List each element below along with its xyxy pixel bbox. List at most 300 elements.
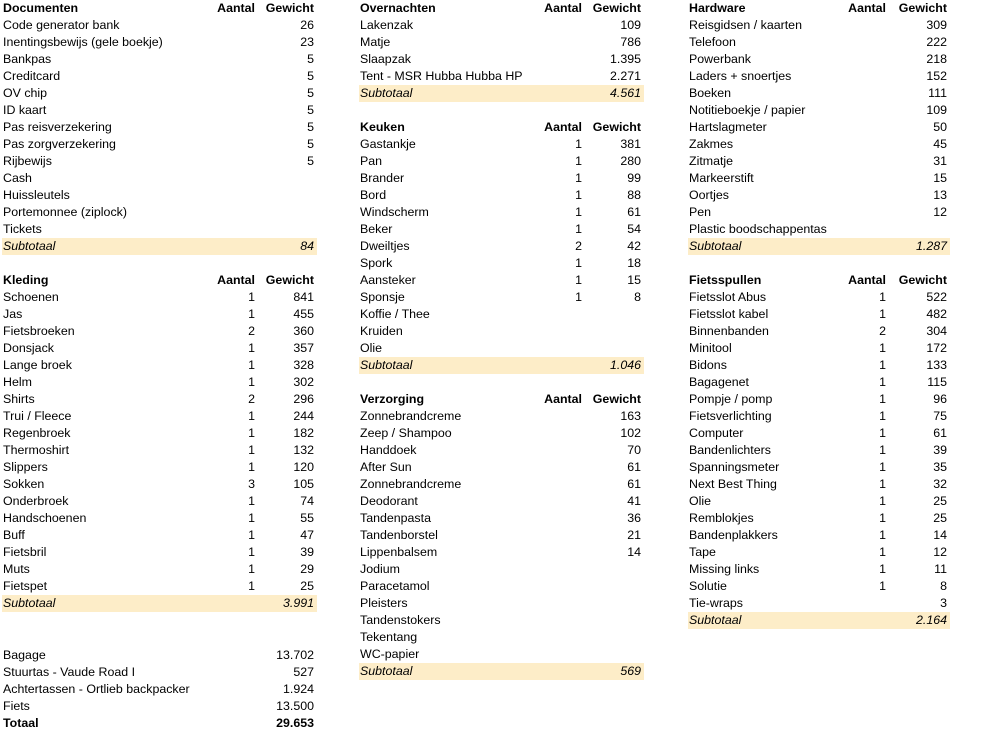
- table-row[interactable]: [688, 459, 950, 476]
- row-quantity: 1: [248, 341, 255, 355]
- row-quantity: 1: [879, 494, 886, 508]
- row-name: Schoenen: [3, 290, 59, 304]
- row-quantity: 1: [879, 511, 886, 525]
- table-row[interactable]: [359, 17, 644, 34]
- subtotal-row[interactable]: [359, 85, 644, 102]
- table-row[interactable]: [688, 578, 950, 595]
- subtotal-value: 1.287: [915, 239, 947, 253]
- table-row[interactable]: [688, 102, 950, 119]
- header-aantal: Aantal: [544, 120, 582, 134]
- section-header: [359, 0, 644, 17]
- table-row[interactable]: [359, 493, 644, 510]
- row-quantity: 2: [575, 239, 582, 253]
- row-name: Olie: [689, 494, 712, 508]
- row-quantity: 1: [879, 409, 886, 423]
- table-row[interactable]: [2, 340, 317, 357]
- table-row[interactable]: [359, 459, 644, 476]
- row-name: Handdoek: [360, 443, 417, 457]
- table-row[interactable]: [359, 272, 644, 289]
- row-quantity: 1: [879, 341, 886, 355]
- row-weight: 45: [933, 137, 947, 151]
- row-weight: 47: [300, 528, 314, 542]
- row-name: Tape: [689, 545, 716, 559]
- row-quantity: 1: [248, 358, 255, 372]
- row-weight: 55: [300, 511, 314, 525]
- table-row[interactable]: [2, 136, 317, 153]
- row-name: Tandenborstel: [360, 528, 438, 542]
- row-weight: 29: [300, 562, 314, 576]
- table-row[interactable]: [2, 476, 317, 493]
- table-row[interactable]: [359, 476, 644, 493]
- row-name: Muts: [3, 562, 30, 576]
- table-row[interactable]: [359, 34, 644, 51]
- header-gewicht: Gewicht: [265, 273, 314, 287]
- row-quantity: 1: [879, 562, 886, 576]
- row-quantity: 1: [248, 562, 255, 576]
- table-row[interactable]: [359, 340, 644, 357]
- row-name: Regenbroek: [3, 426, 71, 440]
- table-row[interactable]: [359, 578, 644, 595]
- row-weight: 5: [307, 137, 314, 151]
- subtotal-value: 569: [620, 664, 641, 678]
- table-row[interactable]: [688, 493, 950, 510]
- row-quantity: 1: [248, 494, 255, 508]
- row-name: Spork: [360, 256, 393, 270]
- table-row[interactable]: [688, 357, 950, 374]
- section-title: Keuken: [360, 120, 405, 134]
- table-row[interactable]: [359, 629, 644, 646]
- table-row[interactable]: [359, 646, 644, 663]
- row-quantity: 1: [248, 307, 255, 321]
- row-name: Beker: [360, 222, 393, 236]
- table-row[interactable]: [688, 391, 950, 408]
- row-name: Computer: [689, 426, 744, 440]
- subtotal-row[interactable]: [2, 238, 317, 255]
- row-name: Zeep / Shampoo: [360, 426, 452, 440]
- row-name: Achtertassen - Ortlieb backpacker: [3, 682, 190, 696]
- row-weight: 14: [933, 528, 947, 542]
- totals-row[interactable]: [2, 664, 317, 681]
- table-row[interactable]: [688, 323, 950, 340]
- row-name: Zakmes: [689, 137, 734, 151]
- table-row[interactable]: [359, 221, 644, 238]
- row-weight: 1.395: [609, 52, 641, 66]
- row-name: Fietsbroeken: [3, 324, 75, 338]
- table-row[interactable]: [688, 425, 950, 442]
- subtotal-value: 84: [300, 239, 314, 253]
- row-name: Bandenlichters: [689, 443, 771, 457]
- row-weight: 21: [627, 528, 641, 542]
- row-weight: 109: [926, 103, 947, 117]
- table-row[interactable]: [2, 391, 317, 408]
- table-row[interactable]: [2, 187, 317, 204]
- header-aantal: Aantal: [217, 1, 255, 15]
- row-name: Jodium: [360, 562, 400, 576]
- table-row[interactable]: [688, 306, 950, 323]
- row-quantity: 1: [575, 137, 582, 151]
- row-weight: 244: [293, 409, 314, 423]
- row-weight: 15: [627, 273, 641, 287]
- table-row[interactable]: [359, 68, 644, 85]
- row-quantity: 1: [248, 426, 255, 440]
- row-name: Pas reisverzekering: [3, 120, 112, 134]
- table-row[interactable]: [359, 51, 644, 68]
- row-quantity: 1: [248, 460, 255, 474]
- row-weight: 39: [933, 443, 947, 457]
- table-hardware: [688, 0, 950, 255]
- table-totals: [2, 647, 317, 732]
- table-row[interactable]: [359, 527, 644, 544]
- row-quantity: 2: [879, 324, 886, 338]
- header-gewicht: Gewicht: [898, 1, 947, 15]
- table-row[interactable]: [2, 544, 317, 561]
- table-row[interactable]: [688, 34, 950, 51]
- row-name: Tie-wraps: [689, 596, 743, 610]
- row-weight: 88: [627, 188, 641, 202]
- row-quantity: 1: [879, 375, 886, 389]
- row-name: Tandenpasta: [360, 511, 431, 525]
- table-row[interactable]: [359, 595, 644, 612]
- row-quantity: 1: [879, 460, 886, 474]
- row-weight: 13.702: [276, 648, 314, 662]
- row-name: Bagage: [3, 648, 46, 662]
- row-weight: 61: [627, 477, 641, 491]
- header-gewicht: Gewicht: [898, 273, 947, 287]
- row-weight: 172: [926, 341, 947, 355]
- row-weight: 102: [620, 426, 641, 440]
- row-weight: 357: [293, 341, 314, 355]
- row-weight: 75: [933, 409, 947, 423]
- row-name: Sponsje: [360, 290, 405, 304]
- row-quantity: 1: [575, 188, 582, 202]
- row-weight: 8: [940, 579, 947, 593]
- table-row[interactable]: [2, 357, 317, 374]
- table-row[interactable]: [688, 187, 950, 204]
- table-row[interactable]: [688, 340, 950, 357]
- row-weight: 31: [933, 154, 947, 168]
- table-row[interactable]: [688, 476, 950, 493]
- row-weight: 14: [627, 545, 641, 559]
- grand-total-row[interactable]: [2, 715, 317, 732]
- row-name: Gastankje: [360, 137, 416, 151]
- row-weight: 99: [627, 171, 641, 185]
- table-row[interactable]: [2, 578, 317, 595]
- row-name: Notitieboekje / papier: [689, 103, 806, 117]
- row-name: Thermoshirt: [3, 443, 70, 457]
- table-row[interactable]: [2, 102, 317, 119]
- row-name: Stuurtas - Vaude Road I: [3, 665, 136, 679]
- subtotal-label: Subtotaal: [3, 239, 56, 253]
- section-header: [359, 391, 644, 408]
- total-value: 29.653: [276, 716, 314, 730]
- row-name: Slaapzak: [360, 52, 411, 66]
- table-row[interactable]: [688, 17, 950, 34]
- table-row[interactable]: [688, 221, 950, 238]
- table-row[interactable]: [2, 510, 317, 527]
- row-name: Plastic boodschappentas: [689, 222, 827, 236]
- row-name: Binnenbanden: [689, 324, 769, 338]
- row-weight: 163: [620, 409, 641, 423]
- table-row[interactable]: [359, 187, 644, 204]
- row-quantity: 1: [248, 290, 255, 304]
- subtotal-row[interactable]: [359, 357, 644, 374]
- row-name: Fietsverlichting: [689, 409, 772, 423]
- table-row[interactable]: [2, 425, 317, 442]
- table-fietsspullen: [688, 272, 950, 629]
- subtotal-label: Subtotaal: [689, 613, 742, 627]
- row-weight: 11: [934, 562, 947, 576]
- row-name: Pas zorgverzekering: [3, 137, 116, 151]
- table-row[interactable]: [2, 493, 317, 510]
- row-name: Zonnebrandcreme: [360, 409, 462, 423]
- table-row[interactable]: [688, 374, 950, 391]
- row-weight: 25: [933, 494, 947, 508]
- table-row[interactable]: [359, 153, 644, 170]
- table-row[interactable]: [688, 119, 950, 136]
- header-aantal: Aantal: [544, 392, 582, 406]
- row-weight: 18: [627, 256, 641, 270]
- row-weight: 5: [307, 154, 314, 168]
- row-quantity: 1: [879, 290, 886, 304]
- table-row[interactable]: [359, 306, 644, 323]
- subtotal-value: 4.561: [609, 86, 641, 100]
- row-quantity: 1: [248, 375, 255, 389]
- subtotal-row[interactable]: [688, 238, 950, 255]
- row-quantity: 2: [248, 392, 255, 406]
- table-row[interactable]: [2, 374, 317, 391]
- row-weight: 115: [927, 375, 947, 389]
- table-row[interactable]: [688, 408, 950, 425]
- table-keuken: [359, 119, 644, 374]
- table-row[interactable]: [2, 204, 317, 221]
- table-row[interactable]: [2, 408, 317, 425]
- table-row[interactable]: [688, 442, 950, 459]
- row-name: Deodorant: [360, 494, 418, 508]
- row-name: Powerbank: [689, 52, 751, 66]
- row-name: Lippenbalsem: [360, 545, 438, 559]
- row-weight: 12: [933, 205, 947, 219]
- row-name: Hartslagmeter: [689, 120, 767, 134]
- table-row[interactable]: [2, 85, 317, 102]
- row-weight: 218: [926, 52, 947, 66]
- table-row[interactable]: [2, 170, 317, 187]
- header-gewicht: Gewicht: [592, 1, 641, 15]
- table-row[interactable]: [359, 204, 644, 221]
- row-weight: 2.271: [609, 69, 641, 83]
- row-quantity: 1: [248, 511, 255, 525]
- section-title: Overnachten: [360, 1, 436, 15]
- table-row[interactable]: [688, 153, 950, 170]
- table-row[interactable]: [688, 289, 950, 306]
- table-row[interactable]: [2, 17, 317, 34]
- table-row[interactable]: [688, 204, 950, 221]
- subtotal-value: 3.991: [282, 596, 314, 610]
- row-name: Paracetamol: [360, 579, 430, 593]
- row-name: Tekentang: [360, 630, 418, 644]
- table-row[interactable]: [359, 408, 644, 425]
- row-name: Cash: [3, 171, 32, 185]
- table-row[interactable]: [359, 255, 644, 272]
- table-row[interactable]: [2, 289, 317, 306]
- row-weight: 5: [307, 52, 314, 66]
- row-name: Tent - MSR Hubba Hubba HP: [360, 69, 523, 83]
- row-weight: 23: [300, 35, 314, 49]
- row-weight: 3: [940, 596, 947, 610]
- table-row[interactable]: [2, 442, 317, 459]
- row-name: Remblokjes: [689, 511, 754, 525]
- subtotal-row[interactable]: [688, 612, 950, 629]
- row-name: Rijbewijs: [3, 154, 52, 168]
- row-name: Onderbroek: [3, 494, 69, 508]
- row-weight: 41: [627, 494, 641, 508]
- row-quantity: 3: [248, 477, 255, 491]
- table-overnachten: [359, 0, 644, 102]
- table-row[interactable]: [2, 119, 317, 136]
- section-header: [2, 0, 317, 17]
- row-weight: 786: [620, 35, 641, 49]
- table-row[interactable]: [2, 306, 317, 323]
- row-name: Aansteker: [360, 273, 416, 287]
- row-quantity: 1: [575, 256, 582, 270]
- table-row[interactable]: [2, 34, 317, 51]
- row-name: Shirts: [3, 392, 35, 406]
- totals-row[interactable]: [2, 647, 317, 664]
- subtotal-label: Subtotaal: [360, 664, 413, 678]
- table-row[interactable]: [2, 221, 317, 238]
- row-name: Creditcard: [3, 69, 61, 83]
- row-name: Sokken: [3, 477, 45, 491]
- table-row[interactable]: [688, 561, 950, 578]
- header-aantal: Aantal: [848, 1, 886, 15]
- row-weight: 42: [627, 239, 641, 253]
- totals-row[interactable]: [2, 698, 317, 715]
- table-verzorging: [359, 391, 644, 680]
- section-header: [688, 272, 950, 289]
- table-row[interactable]: [359, 442, 644, 459]
- table-row[interactable]: [688, 51, 950, 68]
- table-row[interactable]: [688, 170, 950, 187]
- row-weight: 61: [627, 205, 641, 219]
- row-name: Zonnebrandcreme: [360, 477, 462, 491]
- table-row[interactable]: [2, 68, 317, 85]
- table-row[interactable]: [359, 544, 644, 561]
- row-name: Dweiltjes: [360, 239, 410, 253]
- table-row[interactable]: [359, 136, 644, 153]
- row-name: Laders + snoertjes: [689, 69, 792, 83]
- table-row[interactable]: [688, 136, 950, 153]
- header-gewicht: Gewicht: [592, 120, 641, 134]
- row-weight: 61: [627, 460, 641, 474]
- row-weight: 50: [933, 120, 947, 134]
- row-name: Kruiden: [360, 324, 403, 338]
- subtotal-label: Subtotaal: [3, 596, 56, 610]
- row-name: Bandenplakkers: [689, 528, 778, 542]
- row-weight: 182: [293, 426, 314, 440]
- row-quantity: 1: [248, 545, 255, 559]
- row-name: Handschoenen: [3, 511, 87, 525]
- section-header: [359, 119, 644, 136]
- table-row[interactable]: [688, 510, 950, 527]
- subtotal-row[interactable]: [2, 595, 317, 612]
- row-quantity: 1: [575, 273, 582, 287]
- row-name: Spanningsmeter: [689, 460, 780, 474]
- row-weight: 304: [926, 324, 947, 338]
- row-weight: 1.924: [282, 682, 314, 696]
- row-weight: 482: [926, 307, 947, 321]
- row-weight: 12: [933, 545, 947, 559]
- subtotal-value: 1.046: [609, 358, 641, 372]
- row-name: Lange broek: [3, 358, 72, 372]
- row-name: Fietsbril: [3, 545, 47, 559]
- table-row[interactable]: [2, 51, 317, 68]
- row-name: Brander: [360, 171, 405, 185]
- table-row[interactable]: [2, 459, 317, 476]
- row-name: Pompje / pomp: [689, 392, 773, 406]
- table-row[interactable]: [359, 238, 644, 255]
- table-row[interactable]: [688, 68, 950, 85]
- row-quantity: 1: [248, 528, 255, 542]
- header-gewicht: Gewicht: [265, 1, 314, 15]
- table-row[interactable]: [359, 170, 644, 187]
- row-weight: 61: [933, 426, 947, 440]
- row-name: Boeken: [689, 86, 732, 100]
- table-row[interactable]: [359, 612, 644, 629]
- row-name: Tandenstokers: [360, 613, 441, 627]
- row-weight: 15: [933, 171, 947, 185]
- row-weight: 5: [307, 103, 314, 117]
- totals-row[interactable]: [2, 681, 317, 698]
- row-name: Markeerstift: [689, 171, 754, 185]
- row-name: Next Best Thing: [689, 477, 777, 491]
- row-name: Tickets: [3, 222, 42, 236]
- row-weight: 132: [293, 443, 314, 457]
- table-row[interactable]: [688, 527, 950, 544]
- table-row[interactable]: [688, 544, 950, 561]
- row-quantity: 1: [879, 579, 886, 593]
- row-name: Koffie / Thee: [360, 307, 430, 321]
- row-name: Zitmatje: [689, 154, 734, 168]
- section-header: [688, 0, 950, 17]
- row-name: Matje: [360, 35, 391, 49]
- table-row[interactable]: [359, 425, 644, 442]
- row-name: Helm: [3, 375, 32, 389]
- row-weight: 13.500: [276, 699, 314, 713]
- row-name: Windscherm: [360, 205, 429, 219]
- table-row[interactable]: [359, 510, 644, 527]
- table-row[interactable]: [688, 85, 950, 102]
- row-name: Fietspet: [3, 579, 48, 593]
- row-name: Pleisters: [360, 596, 408, 610]
- row-name: Pan: [360, 154, 383, 168]
- table-row[interactable]: [2, 153, 317, 170]
- table-row[interactable]: [359, 289, 644, 306]
- section-title: Fietsspullen: [689, 273, 762, 287]
- row-weight: 152: [926, 69, 947, 83]
- section-title: Hardware: [689, 1, 746, 15]
- subtotal-row[interactable]: [359, 663, 644, 680]
- row-weight: 5: [307, 69, 314, 83]
- table-row[interactable]: [688, 595, 950, 612]
- table-row[interactable]: [2, 527, 317, 544]
- table-row[interactable]: [2, 323, 317, 340]
- row-weight: 222: [926, 35, 947, 49]
- row-weight: 109: [620, 18, 641, 32]
- table-row[interactable]: [2, 561, 317, 578]
- table-row[interactable]: [359, 561, 644, 578]
- table-row[interactable]: [359, 323, 644, 340]
- row-name: Reisgidsen / kaarten: [689, 18, 802, 32]
- row-name: After Sun: [360, 460, 412, 474]
